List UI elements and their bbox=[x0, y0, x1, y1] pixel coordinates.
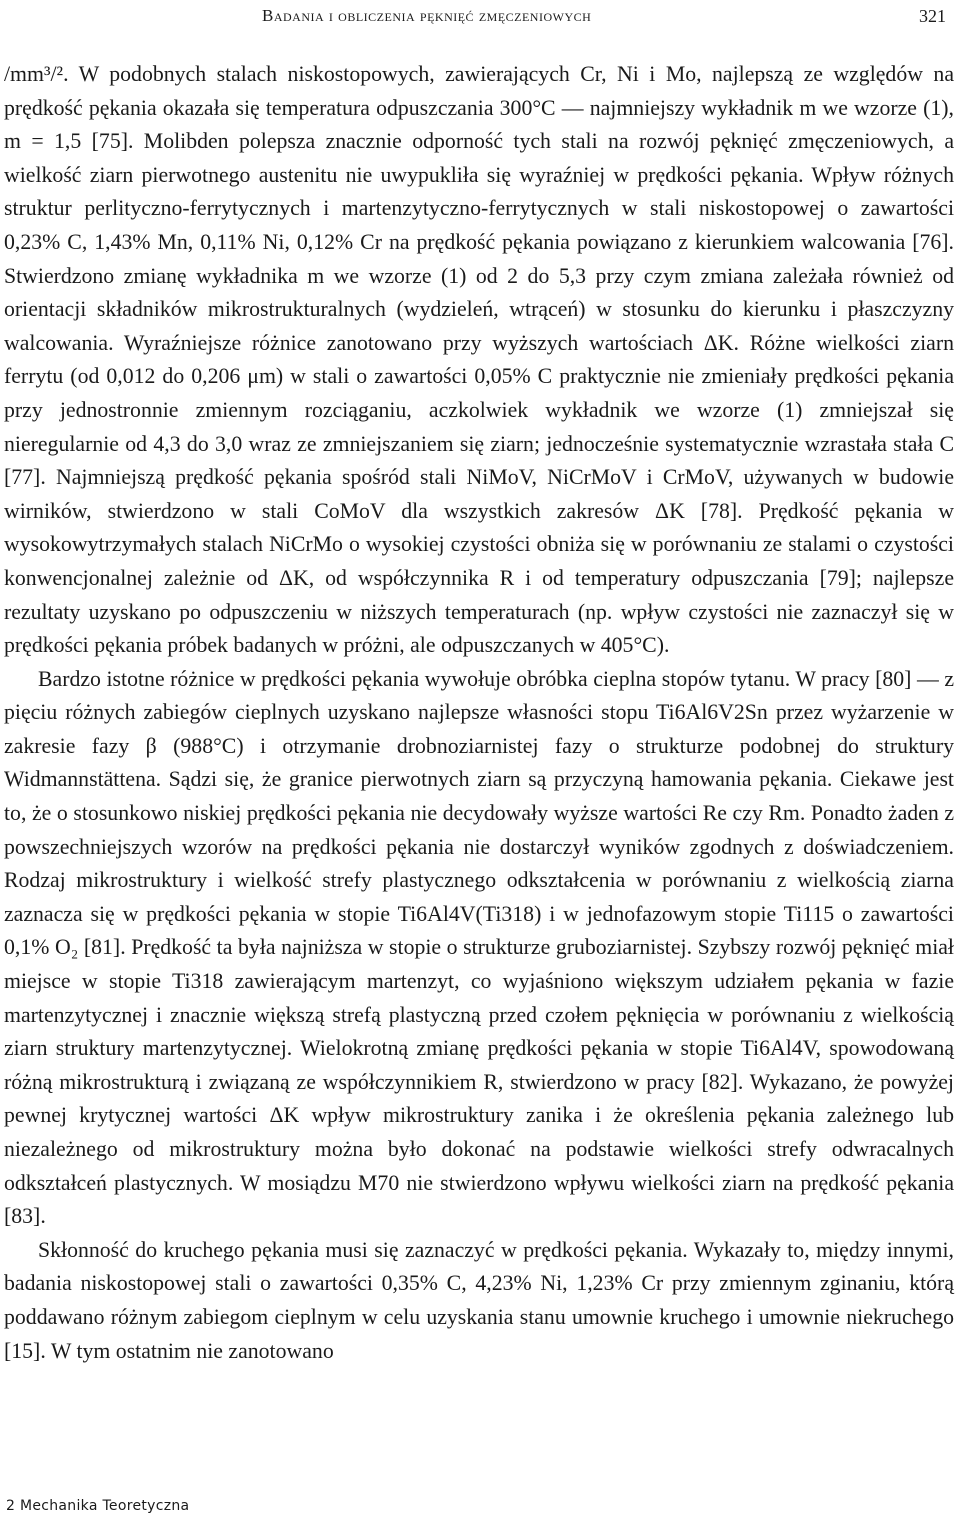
paragraph: Skłonność do kruchego pękania musi się zaznaczyć w prędkości pękania. Wykazały to, między innymi, badania niskostopowej stali o zawartości 0,35% C, 4,23% Ni, 1,23% Cr przy zmiennym zginaniu, którą poddawano różnym zabiegom cieplnym w celu uzyskania stanu umownie kruchego i umownie niekruchego [15]. W tym ostatnim nie zanotowano bbox=[4, 1237, 954, 1363]
body-text bbox=[4, 58, 954, 1368]
running-head: Badania i obliczenia pęknięć zmęczeniowych bbox=[262, 6, 592, 25]
paragraph: Bardzo istotne różnice w prędkości pękania wywołuje obróbka cieplna stopów tytanu. W pracy [80] — z pięciu różnych zabiegów cieplnych uzyskano najlepsze własności stopu Ti6Al6V2Sn przez wyżarzenie w zakresie fazy β (988°C) i otrzymanie drobnoziarnistej fazy o strukturze podobnej do struktury Widmannstättena. Sądzi się, że granice pierwotnych ziarn są przyczyną hamowania pękania. Ciekawe jest to, że o stosunkowo niskiej prędkości pękania nie decydowały wyższe wartości Re czy Rm. Ponadto żaden z powszechniejszych wzorów na prędkości pękania nie dostarczył wyników zgodnych z doświadczeniem. Rodzaj mikrostruktury i wielkość strefy plastycznego odkształcenia w porównaniu z wielkością ziarna zaznacza się w prędkości pękania w stopie Ti6Al4V(Ti318) i w jednofazowym stopie Ti115 o zawartości 0,1% O₂ [81]. Prędkość ta była najniższa w stopie o strukturze gruboziarnistej. Szybszy rozwój pęknięć miał miejsce w stopie Ti318 zawierającym martenzyt, co wyjaśniono większym udziałem pękania w fazie martenzytycznej i znacznie większą strefą plastyczną przed czołem pęknięcia w porównaniu z wielkością ziarn struktury martenzytycznej. Wielokrotną zmianę prędkości pękania w stopie Ti6Al4V, spowodowaną różną mikrostrukturą i związaną ze współczynnikiem R, stwierdzono w pracy [82]. Wykazano, że powyżej pewnej krytycznej wartości ΔK wpływ mikrostruktury zanika i że określenia pękania zależnego lub niezależnego od mikrostruktury można było dokonać na podstawie wielkości strefy odwracalnych odkształceń plastycznych. W mosiądzu M70 nie stwierdzono wpływu wielkości ziarn na prędkość pękania [83]. bbox=[4, 666, 954, 1229]
paragraph: /mm³/². W podobnych stalach niskostopowych, zawierających Cr, Ni i Mo, najlepszą ze względów na prędkość pękania okazała się temperatura odpuszczania 300°C — najmniejszy wykładnik m we wzorze (1), m = 1,5 [75]. Molibden polepsza znacznie odporność tych stali na rozwój pęknięć zmęczeniowych, a wielkość ziarn pierwotnego austenitu nie uwypukliła się wyraźniej w prędkości pękania. Wpływ różnych struktur perlityczno-ferrytycznych i martenzytyczno-ferrytycznych w stali niskostopowej o zawartości 0,23% C, 1,43% Mn, 0,11% Ni, 0,12% Cr na prędkość pękania powiązano z kierunkiem walcowania [76]. Stwierdzono zmianę wykładnika m we wzorze (1) od 2 do 5,3 przy czym zmiana zależała również od orientacji składników mikrostrukturalnych (wydzieleń, wtrąceń) w stosunku do kierunku i płaszczyzny walcowania. Wyraźniejsze różnice zanotowano przy wyższych wartościach ΔK. Różne wielkości ziarn ferrytu (od 0,012 do 0,206 μm) w stali o zawartości 0,05% C praktycznie nie zmieniały prędkości pękania przy jednostronnie zmiennym rozciąganiu, aczkolwiek wykładnik we wzorze (1) zmniejszał się nieregularnie od 4,3 do 3,0 wraz ze zmniejszaniem się ziarn; jednocześnie systematycznie wzrastała stała C [77]. Najmniejszą prędkość pękania spośród stali NiMoV, NiCrMoV i CrMoV, używanych w budowie wirników, stwierdzono w stali CoMoV dla wszystkich zakresów ΔK [78]. Prędkość pękania w wysokowytrzymałych stalach NiCrMo o wysokiej czystości obniża się w porównaniu ze stalami o czystości konwencjonalnej zależnie od ΔK, od współczynnika R i od temperatury odpuszczania [79]; najlepsze rezultaty uzyskano po odpuszczeniu w niższych temperaturach (np. wpływ czystości nie zaznaczył się w prędkości pękania próbek badanych w próżni, ale odpuszczanych w 405°C). bbox=[4, 62, 954, 658]
printer-signature: 2 Mechanika Teoretyczna bbox=[6, 1498, 190, 1514]
page-number: 321 bbox=[919, 6, 946, 26]
